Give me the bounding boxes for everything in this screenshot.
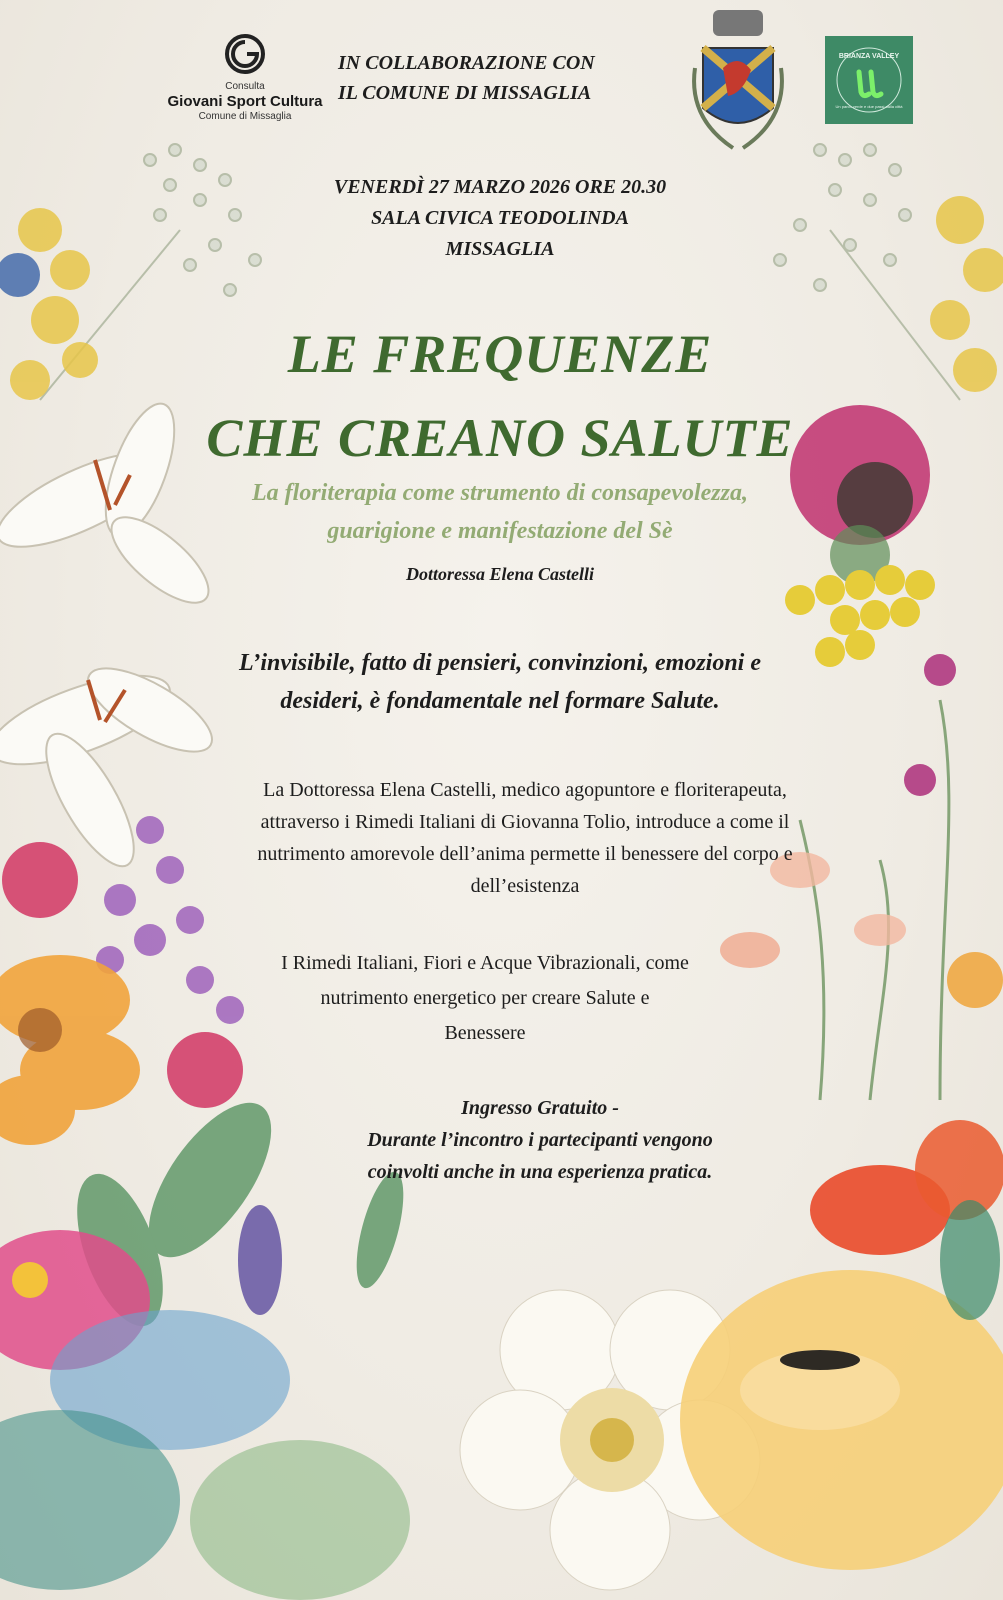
event-venue: SALA CIVICA TEODOLINDA	[371, 207, 629, 229]
remedies-line-3: Benessere	[444, 1022, 526, 1044]
entry-line-2: Durante l’incontro i partecipanti vengono	[367, 1129, 713, 1151]
remedies-line-2: nutrimento energetico per creare Salute e	[320, 987, 650, 1009]
event-date: VENERDÌ 27 MARZO 2026 ORE 20.30	[333, 176, 667, 198]
speaker-name: Dottoressa Elena Castelli	[405, 564, 594, 584]
remedies-line-1: I Rimedi Italiani, Fiori e Acque Vibrazionali, come	[281, 952, 689, 974]
subtitle-line-1: La floriterapia come strumento di consapevolezza,	[252, 480, 748, 506]
logo-top-text: Consulta	[225, 81, 265, 92]
brianza-valley-icon	[825, 36, 913, 124]
event-subtitle	[150, 474, 850, 550]
subtitle-line-2: guarigione e manifestazione del Sè	[327, 518, 673, 544]
missaglia-crest-icon	[683, 8, 793, 158]
entry-info	[250, 1092, 830, 1188]
consulta-logo	[160, 32, 330, 128]
remedies-paragraph	[235, 946, 735, 1051]
event-title	[140, 312, 860, 480]
consulta-logo-icon	[223, 32, 267, 76]
description-line-2: attraverso i Rimedi Italiani di Giovanna Tolio, introduce a come il	[260, 811, 790, 833]
logo-main-text: Giovani Sport Cultura	[167, 93, 323, 110]
description-line-3: nutrimento amorevole dell’anima permette il benessere del corpo e	[257, 843, 793, 865]
quote-line-1: L’invisibile, fatto di pensieri, convinzioni, emozioni e	[238, 650, 761, 676]
description-line-4: dell’esistenza	[470, 875, 580, 897]
event-town: MISSAGLIA	[445, 238, 555, 260]
title-line-2: CHE CREANO SALUTE	[206, 408, 794, 468]
collab-line-2: IL COMUNE DI MISSAGLIA	[338, 82, 592, 104]
quote-line-2: desideri, è fondamentale nel formare Salute.	[280, 688, 720, 714]
event-details	[250, 172, 750, 265]
title-line-1: LE FREQUENZE	[287, 324, 713, 384]
badge-bottom-text: Un parco verde e due passi dalla città	[835, 104, 903, 109]
brianza-valley-badge	[825, 36, 913, 124]
description-line-1: La Dottoressa Elena Castelli, medico agopuntore e floriterapeuta,	[263, 779, 787, 801]
collab-line-1: IN COLLABORAZIONE CON	[338, 52, 595, 74]
key-quote	[150, 644, 850, 720]
description-paragraph	[195, 774, 855, 902]
entry-line-3: coinvolti anche in una esperienza pratica.	[367, 1161, 713, 1183]
badge-top-text: BRIANZA VALLEY	[838, 53, 900, 60]
entry-line-1: Ingresso Gratuito -	[461, 1097, 619, 1119]
collaboration-note	[338, 48, 638, 108]
logo-bottom-text: Comune di Missaglia	[198, 111, 292, 122]
